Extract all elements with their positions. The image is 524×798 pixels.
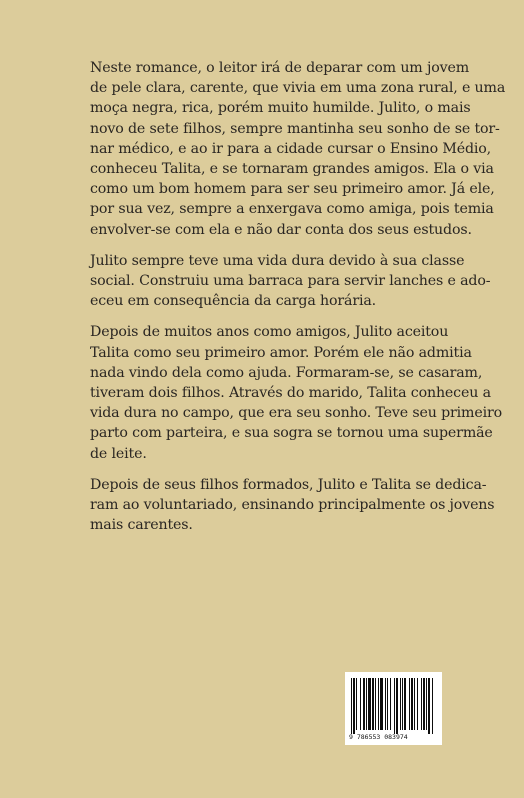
barcode-bar bbox=[402, 678, 403, 730]
barcode-bar bbox=[414, 678, 415, 730]
synopsis-paragraph-3 bbox=[90, 322, 502, 463]
barcode-bar bbox=[387, 678, 388, 730]
barcode-bar bbox=[390, 678, 391, 730]
text-line: nar médico, e ao ir para a cidade cursar o Ensino Médio, bbox=[90, 140, 492, 157]
barcode-digits: 9 786553 083974 bbox=[349, 733, 408, 741]
text-line: social. Construiu uma barraca para servir lanches e ado- bbox=[90, 273, 491, 290]
text-line: parto com parteira, e sua sogra se tornou uma supermãe bbox=[90, 425, 493, 442]
text-line: nada vindo dela como ajuda. Formaram-se, se casaram, bbox=[90, 364, 483, 381]
text-line: Depois de muitos anos como amigos, Julito aceitou bbox=[90, 324, 449, 341]
barcode-bar bbox=[356, 678, 357, 730]
barcode-bar bbox=[423, 678, 425, 730]
text-line: vida dura no campo, que era seu sonho. Teve seu primeiro bbox=[90, 405, 502, 422]
barcode-bar bbox=[426, 678, 427, 730]
barcode-bar bbox=[375, 678, 376, 730]
synopsis-text bbox=[90, 58, 506, 546]
text-line: como um bom homem para ser seu primeiro amor. Já ele, bbox=[90, 181, 495, 198]
text-line: novo de sete filhos, sempre mantinha seu sonho de se tor- bbox=[90, 120, 500, 137]
barcode-bar bbox=[353, 678, 355, 734]
barcode-bar bbox=[432, 678, 433, 734]
text-line: tiveram dois filhos. Através do marido, Talita conheceu a bbox=[90, 385, 491, 402]
barcode-bar bbox=[409, 678, 410, 730]
barcode-bar bbox=[421, 678, 422, 730]
text-line: Julito sempre teve uma vida dura devido à sua classe bbox=[90, 252, 465, 269]
barcode-bar bbox=[378, 678, 379, 730]
barcode-bar bbox=[366, 678, 367, 730]
text-line: envolver-se com ela e não dar conta dos seus estudos. bbox=[90, 221, 472, 238]
text-line: conheceu Talita, e se tornaram grandes amigos. Ela o via bbox=[90, 161, 494, 178]
barcode-bar bbox=[400, 678, 401, 730]
text-line: mais carentes. bbox=[90, 517, 193, 534]
text-line: eceu em consequência da carga horária. bbox=[90, 293, 377, 310]
text-line: Depois de seus filhos formados, Julito e Talita se dedica- bbox=[90, 476, 487, 493]
barcode-bar bbox=[363, 678, 365, 730]
text-line: Neste romance, o leitor irá de deparar com um jovem bbox=[90, 60, 470, 76]
barcode-bar bbox=[417, 678, 418, 730]
barcode-bar bbox=[368, 678, 371, 730]
barcode-bar bbox=[411, 678, 413, 730]
barcode-bar bbox=[404, 678, 406, 730]
text-line: Talita como seu primeiro amor. Porém ele não admitia bbox=[90, 344, 472, 361]
barcode-bar bbox=[396, 678, 398, 734]
barcode-bar bbox=[428, 678, 430, 734]
barcode-bar bbox=[385, 678, 386, 730]
synopsis-paragraph-4 bbox=[90, 475, 495, 536]
isbn-barcode bbox=[345, 672, 442, 745]
text-line: moça negra, rica, porém muito humilde. Julito, o mais bbox=[90, 100, 471, 117]
synopsis-paragraph-1 bbox=[90, 58, 506, 240]
synopsis-paragraph-2 bbox=[90, 251, 491, 312]
barcode-bar bbox=[380, 678, 383, 730]
text-line: por sua vez, sempre a enxergava como amiga, pois temia bbox=[90, 201, 494, 218]
barcode-bar bbox=[394, 678, 395, 734]
text-line: ram ao voluntariado, ensinando principalmente os jovens bbox=[90, 497, 495, 514]
barcode-bar bbox=[372, 678, 374, 730]
text-line: de leite. bbox=[90, 445, 147, 462]
barcode-bar bbox=[360, 678, 361, 730]
text-line: de pele clara, carente, que vivia em uma zona rural, e uma bbox=[90, 80, 506, 97]
barcode-bar bbox=[351, 678, 352, 734]
